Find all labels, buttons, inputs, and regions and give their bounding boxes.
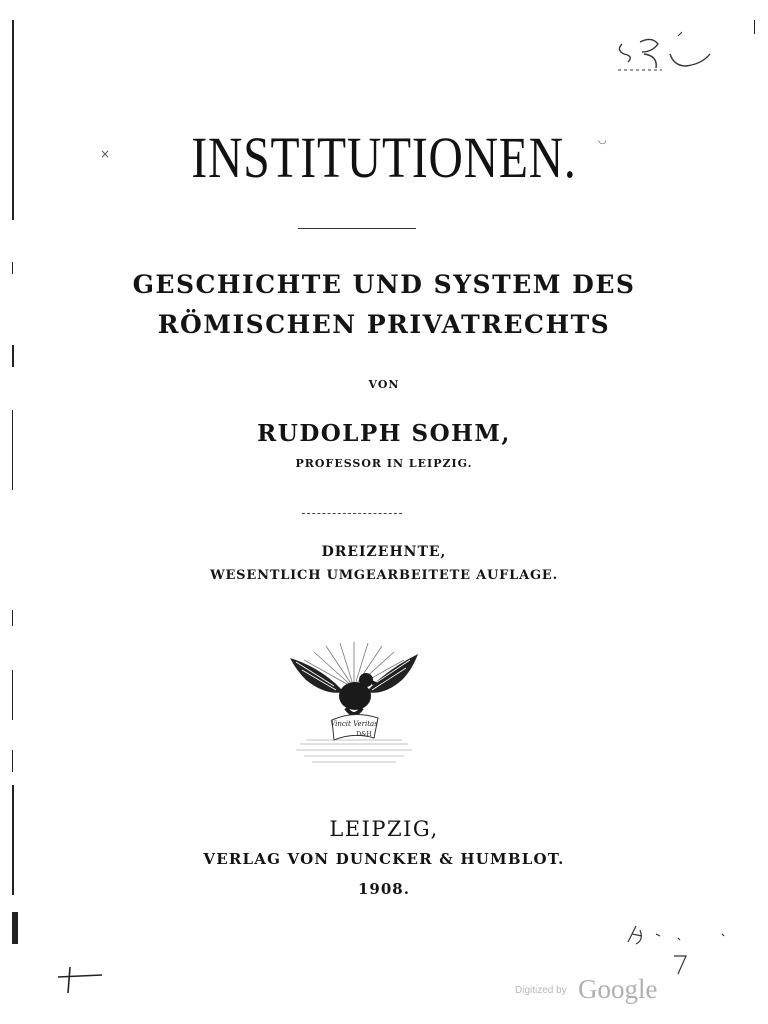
emblem-motto: Vincit Veritas bbox=[330, 720, 378, 728]
publication-place: LEIPZIG, bbox=[329, 817, 439, 841]
margin-mark bbox=[12, 20, 14, 220]
emblem-initials: D&H bbox=[356, 731, 372, 738]
google-watermark: Google bbox=[578, 974, 658, 1004]
by-label: VON bbox=[368, 378, 400, 391]
edition-note: WESENTLICH UMGEARBEITETE AUFLAGE. bbox=[210, 568, 558, 583]
handwritten-cross-mark bbox=[56, 965, 106, 995]
author-name: RUDOLPH SOHM, bbox=[257, 420, 511, 447]
subtitle-line-2: RÖMISCHEN PRIVATRECHTS bbox=[157, 310, 611, 339]
section-rule bbox=[302, 513, 402, 514]
author-position: PROFESSOR IN LEIPZIG. bbox=[295, 457, 473, 470]
edition-label: DREIZEHNTE, bbox=[321, 544, 447, 560]
margin-mark bbox=[12, 912, 18, 944]
stray-mark: × bbox=[100, 147, 111, 161]
margin-mark bbox=[12, 610, 13, 626]
publisher-emblem bbox=[286, 640, 422, 768]
publisher-name: VERLAG VON DUNCKER & HUMBLOT. bbox=[203, 850, 565, 868]
margin-mark bbox=[12, 670, 13, 720]
book-title: INSTITUTIONEN. bbox=[191, 125, 577, 190]
margin-mark bbox=[12, 345, 14, 367]
handwritten-note bbox=[622, 922, 742, 982]
subtitle-line-1: GESCHICHTE UND SYSTEM DES bbox=[132, 270, 636, 299]
stray-mark: ◡ bbox=[598, 135, 607, 146]
publication-year: 1908. bbox=[358, 880, 410, 898]
digitized-by-label: Digitized by bbox=[515, 985, 567, 996]
margin-mark bbox=[754, 20, 755, 34]
title-rule bbox=[298, 228, 416, 229]
handwritten-shelfmark bbox=[612, 30, 722, 78]
margin-mark bbox=[12, 750, 13, 772]
